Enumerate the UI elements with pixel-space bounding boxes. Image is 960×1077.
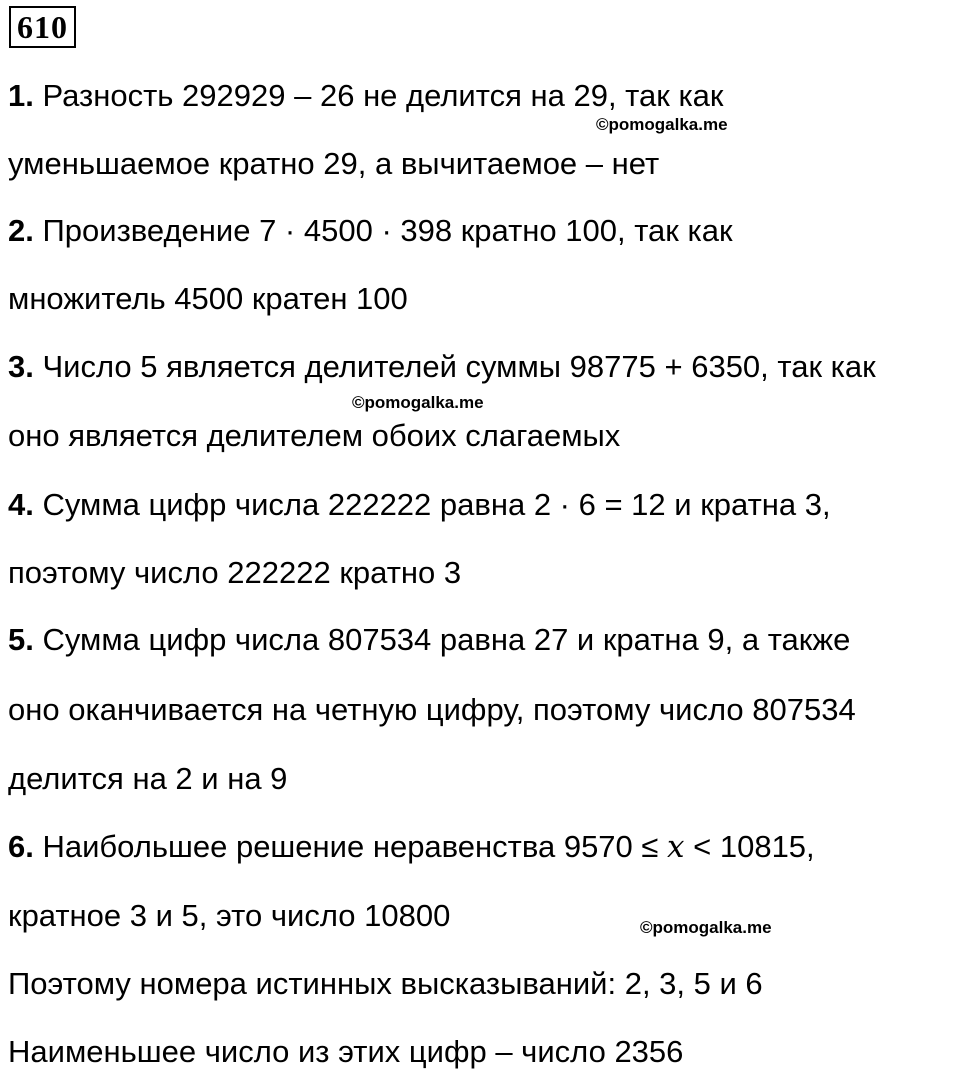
watermark-1: ©pomogalka.me	[596, 115, 728, 134]
item-6-text-after: < 10815,	[684, 829, 815, 864]
item-1-number: 1.	[8, 78, 34, 113]
item-6-line-1	[8, 829, 815, 865]
inequality-variable: x	[667, 829, 685, 865]
conclusion-line-2: Наименьшее число из этих цифр – число 2356	[8, 1034, 684, 1069]
item-5-text: Сумма цифр числа 807534 равна 27 и кратна 9, а также	[42, 622, 851, 657]
item-4-line-1	[8, 487, 831, 523]
conclusion-line-1: Поэтому номера истинных высказываний: 2, 3, 5 и 6	[8, 966, 763, 1001]
item-5-line-3: делится на 2 и на 9	[8, 761, 288, 796]
item-3-line-2: оно является делителем обоих слагаемых	[8, 418, 621, 453]
item-6-text-before: Наибольшее решение неравенства 9570 ≤	[42, 829, 668, 864]
item-2-line-1	[8, 213, 733, 249]
item-2-line-2: множитель 4500 кратен 100	[8, 281, 408, 316]
item-1-line-2: уменьшаемое кратно 29, а вычитаемое – нет	[8, 146, 660, 181]
item-6-line-2: кратное 3 и 5, это число 10800	[8, 898, 451, 933]
item-1-line-1	[8, 78, 724, 114]
item-3-number: 3.	[8, 349, 34, 384]
problem-number: 610	[9, 6, 76, 48]
watermark-2: ©pomogalka.me	[352, 393, 484, 412]
item-5-line-2: оно оканчивается на четную цифру, поэтому число 807534	[8, 692, 856, 727]
item-5-line-1	[8, 622, 850, 658]
item-2-number: 2.	[8, 213, 34, 248]
item-4-number: 4.	[8, 487, 34, 522]
item-3-line-1	[8, 349, 876, 385]
item-4-line-2: поэтому число 222222 кратно 3	[8, 555, 462, 590]
item-2-text: Произведение 7 · 4500 · 398 кратно 100, так как	[42, 213, 733, 248]
item-5-number: 5.	[8, 622, 34, 657]
item-1-text: Разность 292929 – 26 не делится на 29, так как	[42, 78, 724, 113]
watermark-3: ©pomogalka.me	[640, 918, 772, 937]
item-6-number: 6.	[8, 829, 34, 864]
item-4-text: Сумма цифр числа 222222 равна 2 · 6 = 12 и кратна 3,	[42, 487, 831, 522]
item-3-text: Число 5 является делителей суммы 98775 + 6350, так как	[42, 349, 876, 384]
